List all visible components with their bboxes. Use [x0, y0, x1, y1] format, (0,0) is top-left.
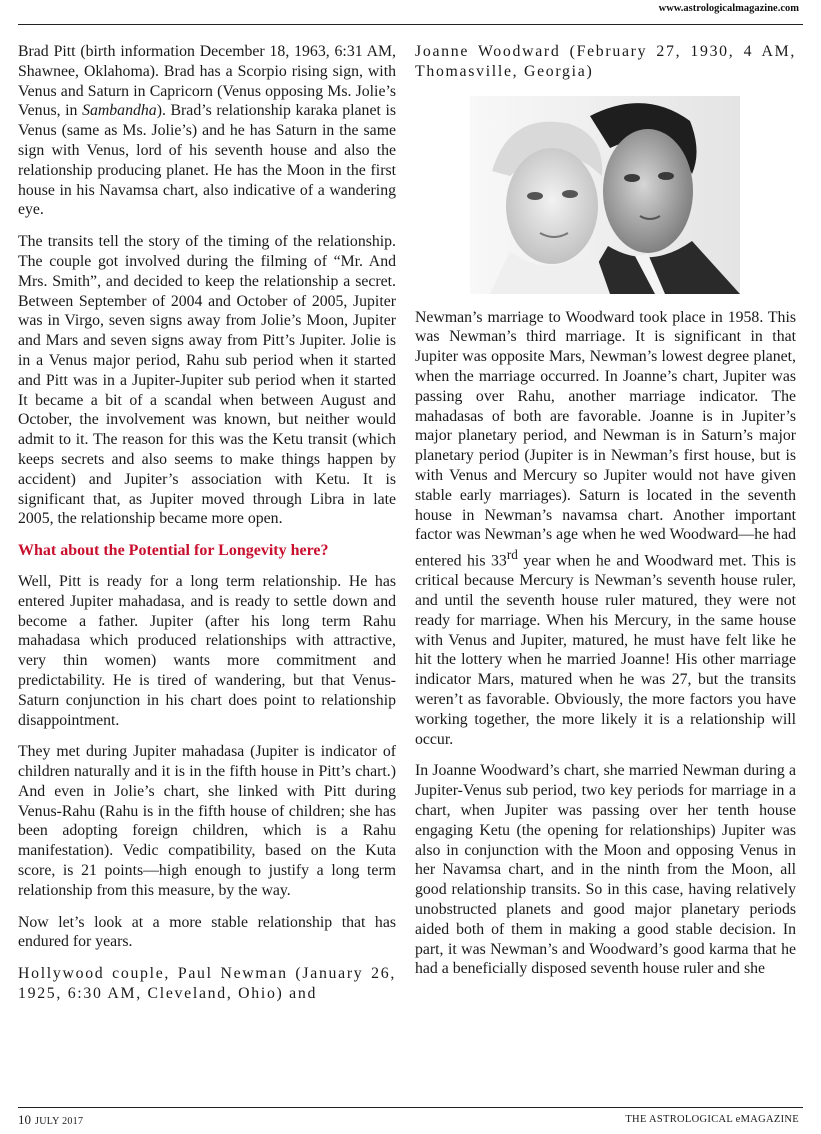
magazine-name: THE ASTROLOGICAL eMAGAZINE: [625, 1114, 799, 1125]
paragraph-transits: The transits tell the story of the timing of the relationship. The couple got involved during the filming of “Mr. And Mrs. Smith”, and decided to keep the relationship a secret. Between September of 2004 and October of 2005, Jupiter was in Virgo, seven signs away from Jolie’s Moon, Jupiter and Mars and seven signs away from Pitt’s Jupiter. Jolie is in a Venus major period, Rahu sub period when it started and Pitt was in a Jupiter-Jupiter sub period when it started It became a bit of a scandal when between August and October, the involvement was known, but neither would admit to it. The reason for this was the Ketu transit (which keeps secrets and also seems to make things happen by accident) and Jupiter’s association with Ketu. It is significant that, as Jupiter moved through Libra in late 2005, the relationship became more open.: [18, 233, 396, 528]
paragraph-text: ). Brad’s relationship karaka planet is Venus (same as Ms. Jolie’s) and he has Saturn in the same sign with Venus, lord of his seventh house and also the relationship producing planet. He has the Moon in the first house in his Navamsa chart, also indicative of a wandering eye.: [18, 102, 396, 219]
left-column: [18, 42, 396, 1016]
paragraph-text: Brad Pitt (birth information December 18, 1963, 6:31 AM, Shawnee, Oklahoma). Brad has a Scorpio rising sign, with Venus and Saturn in Capricorn (Venus opposing Ms. Jolie’s Venus, in: [18, 43, 396, 120]
paragraph-text: year when he and Woodward met. This is critical because Mercury is Newman’s seventh house ruler, and until the seventh house ruler matured, they were not ready for marriage. When his Mercury, in the same house with Venus and Jupiter, matured, he must have felt like he hit the lottery when he married Joanne! His other marriage indicator Mars, matured when he was 27, but the transits weren’t as favorable. Obviously, the more factors you have working together, the more likely it is a relationship will occur.: [415, 552, 796, 748]
footer-rule: [18, 1107, 803, 1108]
birth-data-woodward: Joanne Woodward (February 27, 1930, 4 AM, Thomasville, Georgia): [415, 43, 796, 80]
paragraph-text: Newman’s marriage to Woodward took place in 1958. This was Newman’s third marriage. It is significant in that Jupiter was opposite Mars, Newman’s lowest degree planet, when the marriage occurred. In Joanne’s chart, Jupiter was passing over Rahu, another marriage indicator. The mahadasas of both are favorable. Joanne is in Jupiter’s major planetary period, and Newman is in Saturn’s major planetary period (Jupiter is in Newman’s first house, but is with Venus and Mercury so Jupiter would not have given stable early marriages). Saturn is located in the seventh house in Newman’s navamsa chart. Another important factor was Newman’s age when he wed Woodward—he had entered his 33: [415, 308, 796, 570]
issue-date: JULY 2017: [35, 1116, 84, 1127]
ordinal-superscript: rd: [506, 547, 518, 563]
couple-photo: [470, 96, 740, 294]
paragraph-pitt-ready: Well, Pitt is ready for a long term relationship. He has entered Jupiter mahadasa, and is ready to settle down and become a father. Jupiter (after his long term Rahu mahadasa which produced relationships with attractive, very thin women) wants more commitment and predictability. He is tired of wandering, but that Venus-Saturn conjunction in his chart does point to relationship disappointment.: [18, 572, 396, 729]
page-number: 10: [18, 1112, 31, 1127]
right-column: [415, 42, 796, 991]
couple-photo-image: [470, 96, 740, 294]
section-heading: What about the Potential for Longevity here?: [18, 542, 329, 560]
header-url: www.astrologicalmagazine.com: [658, 3, 799, 14]
paragraph-jupiter-mahadasa: They met during Jupiter mahadasa (Jupiter is indicator of children naturally and it is in the fifth house in Pitt’s chart.) And even in Jolie’s chart, she linked with Pitt during Venus-Rahu (Rahu is in the fifth house of children; she has been adopting foreign children, which is a Rahu manifestation). Vedic compatibility, based on the Kuta score, is 21 points—high enough to justify a long term relationship from this measure, by the way.: [18, 743, 396, 899]
paragraph-stable-relationship: Now let’s look at a more stable relationship that has endured for years.: [18, 913, 396, 951]
paragraph-brad-pitt: [18, 42, 396, 220]
paragraph-hollywood-couple: Hollywood couple, Paul Newman (January 26, 1925, 6:30 AM, Cleveland, Ohio) and: [18, 965, 396, 1003]
emphasis-sambandha: Sambandha: [82, 102, 157, 120]
paragraph-woodward-chart: In Joanne Woodward’s chart, she married Newman during a Jupiter-Venus sub period, two key periods for marriage in a chart, when Jupiter was passing over her tenth house engaging Ketu (the opening for relationships) Jupiter was also in conjunction with the Moon and opposing Venus in her Navamsa chart, and in the ninth from the Moon, all good relationship transits. So in this case, having relatively unobstructed planets and good major planetary periods aided both of them in making a good stable decision. In part, it was Newman’s and Woodward’s good karma that he had a beneficially disposed seventh house ruler and she: [415, 762, 796, 978]
page-folio: [18, 1112, 83, 1128]
header-rule: [18, 24, 803, 25]
paragraph-newman-marriage: [415, 308, 796, 750]
